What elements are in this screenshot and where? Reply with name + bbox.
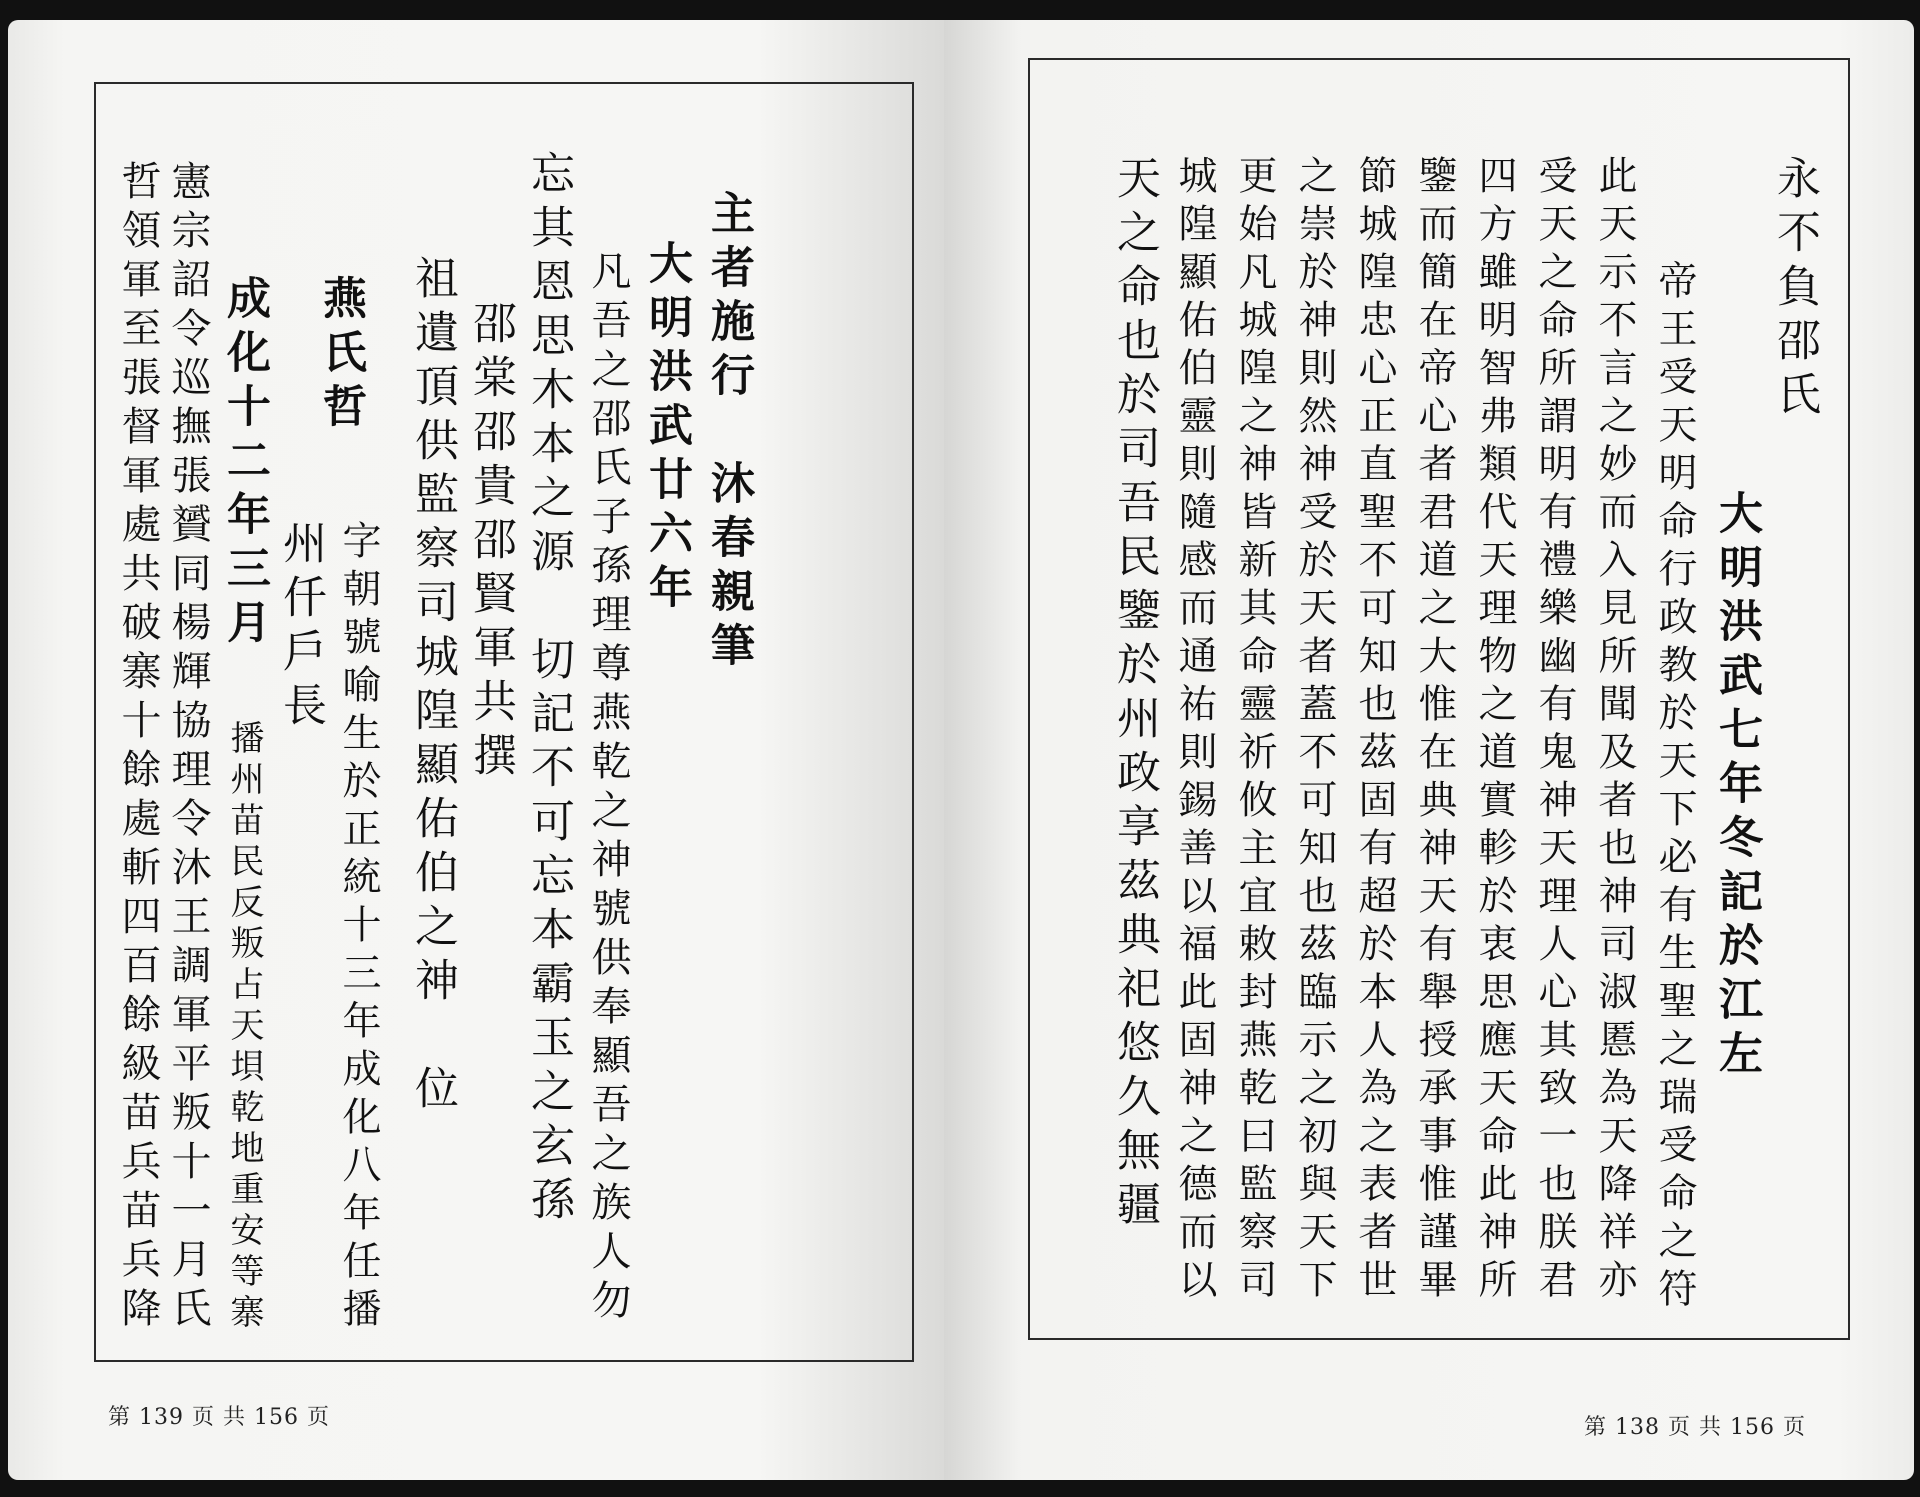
left-col-5: 邵棠邵貴邵賢軍共撰 <box>465 300 516 786</box>
left-col-8: 燕氏哲 <box>315 275 366 437</box>
right-col-12: 天之命也於司吾民鑒於州政享茲典祀悠久無疆 <box>1109 155 1160 1235</box>
right-col-11: 城隍顯佑伯靈則隨感而通祐則錫善以福此固神之德而以 <box>1172 155 1217 1307</box>
left-page <box>8 20 944 1480</box>
left-col-12: 憲宗詔令巡撫張贇同楊輝協理令沐王調軍平叛十一月氏 <box>165 160 211 1336</box>
left-col-13: 哲領軍至張督軍處共破寨十餘處斬四百餘級苗兵苗兵降 <box>115 160 161 1336</box>
right-col-4: 此天示不言之妙而入見所聞及者也神司淑慝為天降祥亦 <box>1592 155 1637 1307</box>
left-page-number: 第 139 页 共 156 页 <box>108 1405 330 1430</box>
left-col-3: 凡吾之邵氏子孫理尊燕乾之神號供奉顯吾之族人勿 <box>585 250 631 1328</box>
left-col-10: 成化十二年三月 <box>219 275 270 653</box>
right-col-3: 帝王受天明命行政教於天下必有生聖之瑞受命之符 <box>1652 260 1697 1316</box>
left-col-2: 大明洪武廿六年 <box>641 240 692 618</box>
right-col-1: 永不負邵氏 <box>1769 155 1820 425</box>
right-col-6: 四方雖明智弗類代天理物之道實軫於衷思應天命此神所 <box>1472 155 1517 1307</box>
left-col-1: 主者施行 沐春親筆 <box>703 190 754 676</box>
left-col-7: 字朝號喻生於正統十三年成化八年任播 <box>336 520 381 1336</box>
right-col-8: 節城隍忠心正直聖不可知也茲固有超於本人為之表者世 <box>1352 155 1397 1307</box>
right-col-9: 之崇於神則然神受於天者蓋不可知也茲臨示之初與天下 <box>1292 155 1337 1307</box>
left-col-6: 祖遺頂供監察司城隍顯佑伯之神 位 <box>407 255 458 1119</box>
left-col-11: 播州苗民反叛占天垻乾地重安等寨 <box>224 720 264 1335</box>
right-col-7: 鑒而簡在帝心者君道之大惟在典神天有舉授承事惟謹畢 <box>1412 155 1457 1307</box>
right-col-5: 受天之命所謂明有禮樂幽有鬼神天理人心其致一也朕君 <box>1532 155 1577 1307</box>
right-page <box>944 20 1914 1480</box>
left-page-columns <box>8 20 944 1480</box>
left-col-4: 忘其恩思木本之源 切記不可忘本霸玉之玄孫 <box>523 150 574 1230</box>
left-col-9: 州仟戶長 <box>275 520 326 736</box>
right-col-10: 更始凡城隍之神皆新其命靈祈攸主宜敕封燕乾曰監察司 <box>1232 155 1277 1307</box>
right-page-columns <box>944 20 1914 1480</box>
right-col-2: 大明洪武七年冬記於江左 <box>1711 490 1762 1084</box>
right-page-number: 第 138 页 共 156 页 <box>1584 1415 1806 1440</box>
